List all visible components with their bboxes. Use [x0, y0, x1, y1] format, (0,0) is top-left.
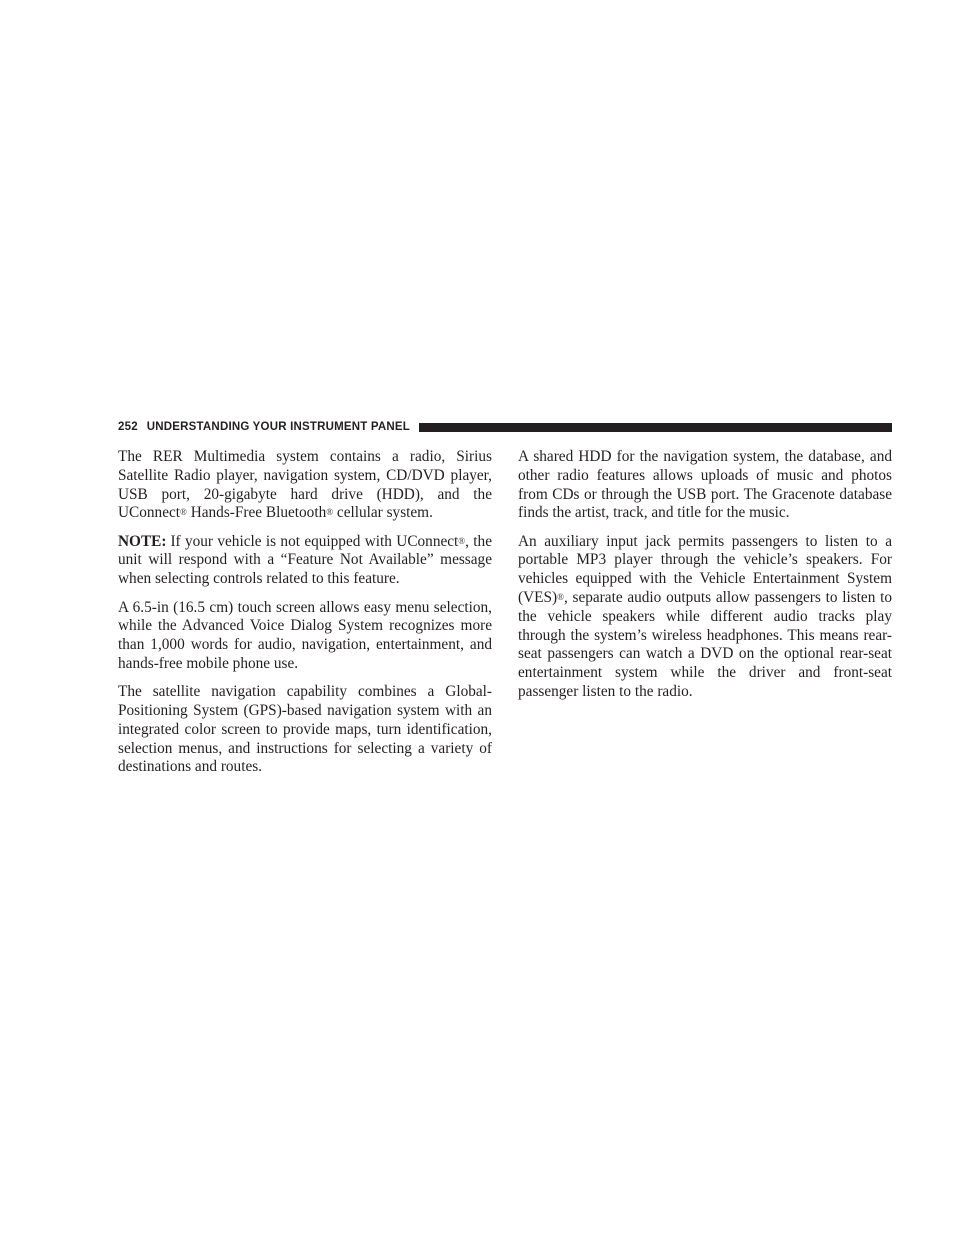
registered-mark: ®	[557, 592, 564, 603]
section-title: UNDERSTANDING YOUR INSTRUMENT PANEL	[146, 421, 410, 433]
registered-mark: ®	[458, 535, 466, 546]
paragraph-system-overview: The RER Multimedia system contains a radio, Sirius Satellite Radio player, navigation system, CD/DVD player, USB port, 20-gigabyte hard drive (HDD), and the UConnect® Hands-Free Bluetooth® cellular system.	[118, 448, 492, 522]
header-rule	[419, 423, 892, 432]
paragraph-shared-hdd: A shared HDD for the navigation system, the database, and other radio features allows uploads of music and photos from CDs or through the USB port. The Gracenote database finds the artist, track, and title for the music.	[518, 448, 892, 522]
registered-mark: ®	[326, 507, 334, 518]
left-column	[118, 448, 492, 787]
page-number: 252	[118, 421, 138, 433]
paragraph-satellite-navigation: The satellite navigation capability combines a Global-Positioning System (GPS)-based navigation system with an integrated color screen to provide maps, turn identification, selection menus, and instructions for selecting a variety of destinations and routes.	[118, 683, 492, 776]
paragraph-auxiliary-input: An auxiliary input jack permits passengers to listen to a portable MP3 player through the vehicle’s speakers. For vehicles equipped with the Vehicle Entertainment System (VES)®, separate audio outputs allow passengers to listen to the vehicle speakers while different audio tracks play through the system’s wireless headphones. This means rear-seat passengers can watch a DVD on the optional rear-seat entertainment system while the driver and front-seat passenger listen to the radio.	[518, 532, 892, 701]
paragraph-touch-screen: A 6.5-in (16.5 cm) touch screen allows easy menu selection, while the Advanced Voice Dialog System recognizes more than 1,000 words for audio, navigation, entertainment, and hands-free mobile phone use.	[118, 598, 492, 672]
registered-mark: ®	[180, 507, 187, 518]
right-column	[518, 448, 892, 711]
page-header	[118, 419, 892, 435]
paragraph-note: NOTE: If your vehicle is not equipped with UConnect®, the unit will respond with a “Feature Not Available” message when selecting controls related to this feature.	[118, 532, 492, 588]
note-label: NOTE:	[118, 532, 167, 550]
